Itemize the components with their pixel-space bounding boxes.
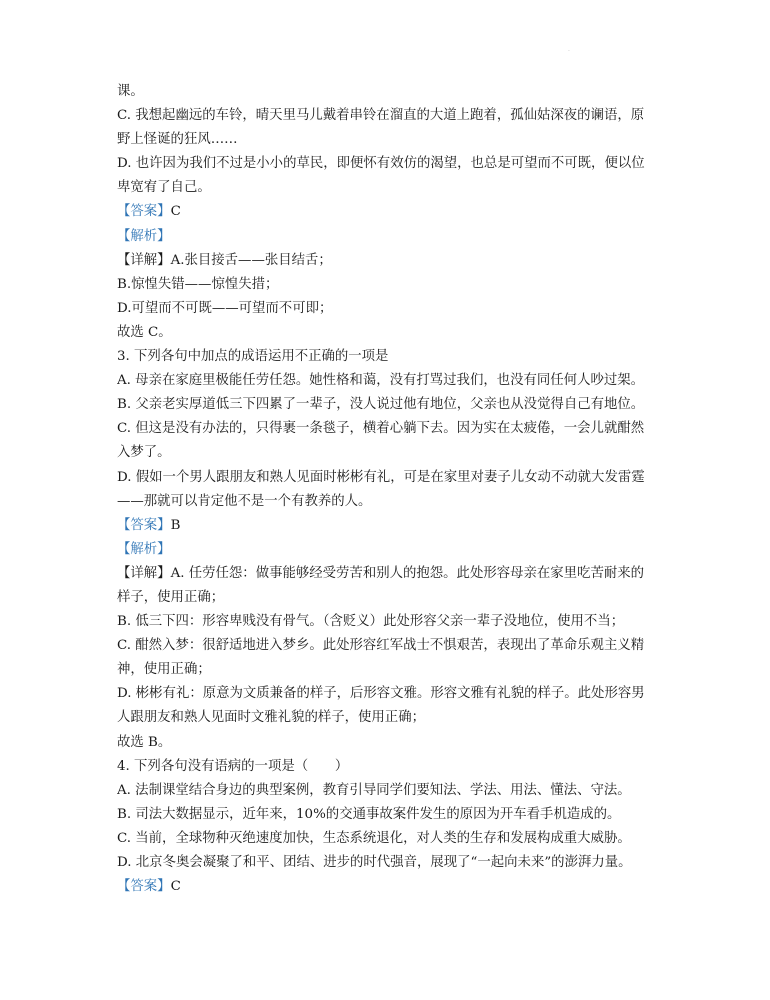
option-a-line: A. 法制课堂结合身边的典型案例，教育引导同学们要知法、学法、用法、懂法、守法。	[117, 782, 631, 798]
analysis-tag: 【解析】	[117, 228, 171, 244]
header-mark: .	[568, 46, 570, 53]
answer-line	[117, 200, 659, 224]
answer-line	[117, 514, 659, 538]
detail-text: A. 任劳任怨：做事能够经受劳苦和别人的抱怨。此处形容母亲在家里吃苦耐来的	[170, 565, 645, 581]
text-line: 样子，使用正确；	[117, 589, 225, 605]
text-line: D.可望而不可既——可望而不可即；	[117, 300, 333, 316]
text-line: B. 低三下四：形容卑贱没有骨气。（含贬义）此处形容父亲一辈子没地位，使用不当；	[117, 614, 625, 630]
document-content	[117, 80, 659, 899]
option-c-line: C. 但这是没有办法的，只得裹一条毯子，横着心躺下去。因为实在太疲倦，一会儿就酣然	[117, 421, 645, 437]
text-line: 入梦了。	[117, 445, 171, 461]
option-c-line: C. 当前，全球物种灭绝速度加快，生态系统退化，对人类的生存和发展构成重大威胁。	[117, 830, 631, 846]
text-line: 野上怪诞的狂风……	[117, 132, 238, 148]
analysis-line	[117, 225, 659, 249]
question-4-stem: 4. 下列各句没有语病的一项是（ ）	[117, 758, 349, 774]
option-c-line: C. 我想起幽远的车铃，晴天里马儿戴着串铃在溜直的大道上跑着，孤仙姑深夜的谰语，原	[117, 108, 645, 124]
option-d-line: D. 北京冬奥会凝聚了和平、团结、进步的时代强音，展现了“一起向未来”的澎湃力量。	[117, 855, 632, 870]
text-line: 课。	[117, 84, 144, 99]
option-b-line: B. 司法大数据显示，近年来，10%的交通事故案件发生的原因为开车看手机造成的。	[117, 806, 621, 822]
answer-value: C	[170, 204, 181, 220]
option-d-line: D. 也许因为我们不过是小小的草民，即便怀有效仿的渴望，也总是可望而不可既，便以位	[117, 156, 645, 172]
answer-value: C	[170, 879, 181, 895]
text-line: 卑宽宥了自己。	[117, 180, 211, 196]
answer-tag: 【答案】	[117, 204, 171, 220]
detail-tag: 【详解】	[117, 252, 171, 268]
option-b-line: B. 父亲老实厚道低三下四累了一辈子，没人说过他有地位，父亲也从没觉得自己有地位。	[117, 397, 645, 413]
detail-tag: 【详解】	[117, 565, 171, 581]
answer-line	[117, 875, 659, 899]
text-line: B.惊惶失错——惊惶失措；	[117, 276, 279, 292]
option-a-line: A. 母亲在家庭里极能任劳任怨。她性格和蔼，没有打骂过我们，也没有同任何人吵过架。	[117, 373, 645, 389]
text-line: C. 酣然入梦：很舒适地进入梦乡。此处形容红军战士不惧艰苦，表现出了革命乐观主义精	[117, 638, 645, 654]
text-line: 故选 C。	[117, 324, 172, 340]
analysis-line	[117, 538, 659, 562]
answer-tag: 【答案】	[117, 879, 171, 895]
text-line: 神，使用正确；	[117, 662, 211, 678]
text-line: ——那就可以肯定他不是一个有教养的人。	[117, 493, 372, 509]
question-3-stem: 3. 下列各句中加点的成语运用不正确的一项是	[117, 349, 389, 365]
answer-value: B	[170, 517, 181, 533]
detail-text: A.张目接舌——张目结舌；	[170, 252, 332, 268]
answer-tag: 【答案】	[117, 517, 171, 533]
text-line: 故选 B。	[117, 734, 172, 750]
detail-line	[117, 562, 659, 586]
detail-line	[117, 249, 659, 273]
analysis-tag: 【解析】	[117, 541, 171, 557]
text-line: 人跟朋友和熟人见面时文雅礼貌的样子，使用正确；	[117, 710, 425, 726]
option-d-line: D. 假如一个男人跟朋友和熟人见面时彬彬有礼，可是在家里对妻子儿女动不动就大发雷霆	[117, 469, 645, 485]
text-line: D. 彬彬有礼：原意为文质兼备的样子，后形容文雅。形容文雅有礼貌的样子。此处形容男	[117, 686, 645, 702]
